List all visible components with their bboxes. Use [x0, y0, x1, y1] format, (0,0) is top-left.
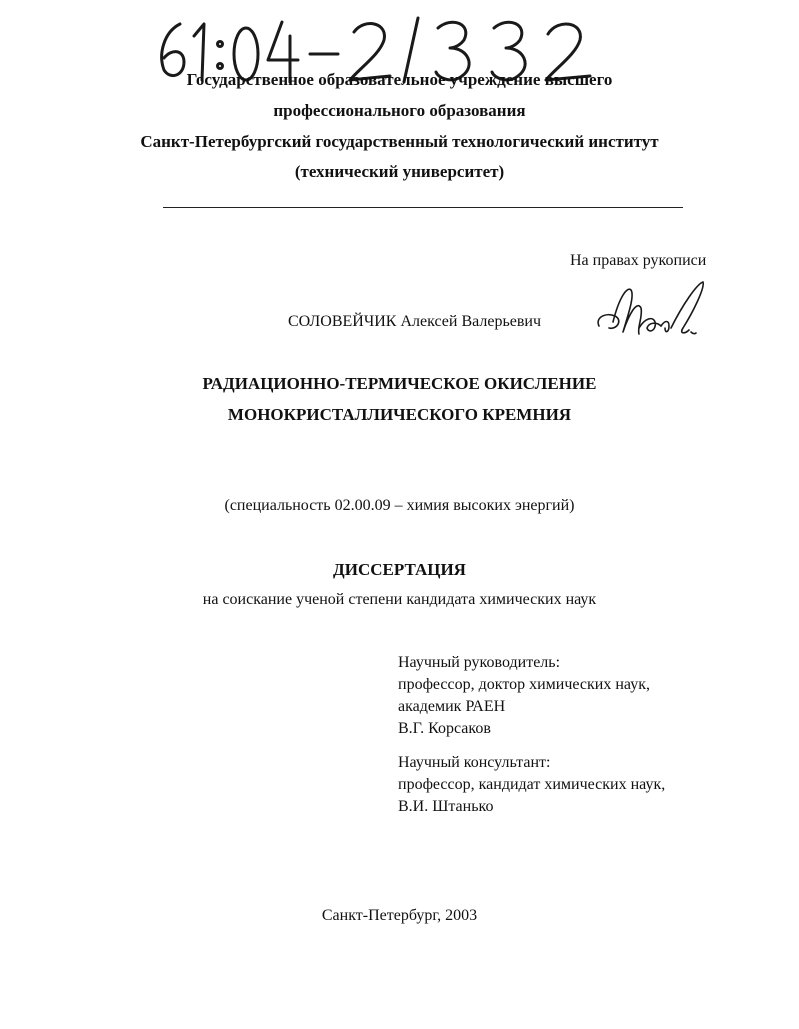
supervisor-name: В.Г. Корсаков	[398, 720, 491, 737]
title-line-2: МОНОКРИСТАЛЛИЧЕСКОГО КРЕМНИЯ	[227, 405, 572, 424]
supervisor-block	[398, 652, 650, 740]
header-divider	[163, 207, 683, 208]
institution-line-1: Государственное образовательное учреждение высшего	[186, 70, 613, 89]
consultant-block	[398, 752, 665, 818]
supervisor-line-1: профессор, доктор химических наук,	[398, 676, 650, 693]
author-signature	[593, 278, 708, 346]
consultant-line-1: профессор, кандидат химических наук,	[398, 776, 666, 793]
supervisor-heading: Научный руководитель:	[398, 654, 561, 671]
institution-line-3: Санкт-Петербургский государственный технологический институт	[140, 132, 659, 151]
document-type: ДИССЕРТАЦИЯ	[333, 560, 466, 579]
city-year: Санкт-Петербург, 2003	[321, 907, 478, 924]
manuscript-note: На правах рукописи	[570, 252, 707, 269]
consultant-name: В.И. Штанько	[398, 798, 494, 815]
author-name: СОЛОВЕЙЧИК Алексей Валерьевич	[288, 313, 541, 330]
institution-line-4: (технический университет)	[294, 162, 505, 181]
supervisor-line-2: академик РАЕН	[398, 698, 506, 715]
institution-line-2: профессионального образования	[273, 101, 526, 120]
specialty: (специальность 02.00.09 – химия высоких энергий)	[224, 497, 575, 514]
signature-drawing	[593, 278, 708, 346]
consultant-heading: Научный консультант:	[398, 754, 551, 771]
degree-line: на соискание ученой степени кандидата химических наук	[202, 591, 597, 608]
title-line-1: РАДИАЦИОННО-ТЕРМИЧЕСКОЕ ОКИСЛЕНИЕ	[202, 374, 597, 393]
